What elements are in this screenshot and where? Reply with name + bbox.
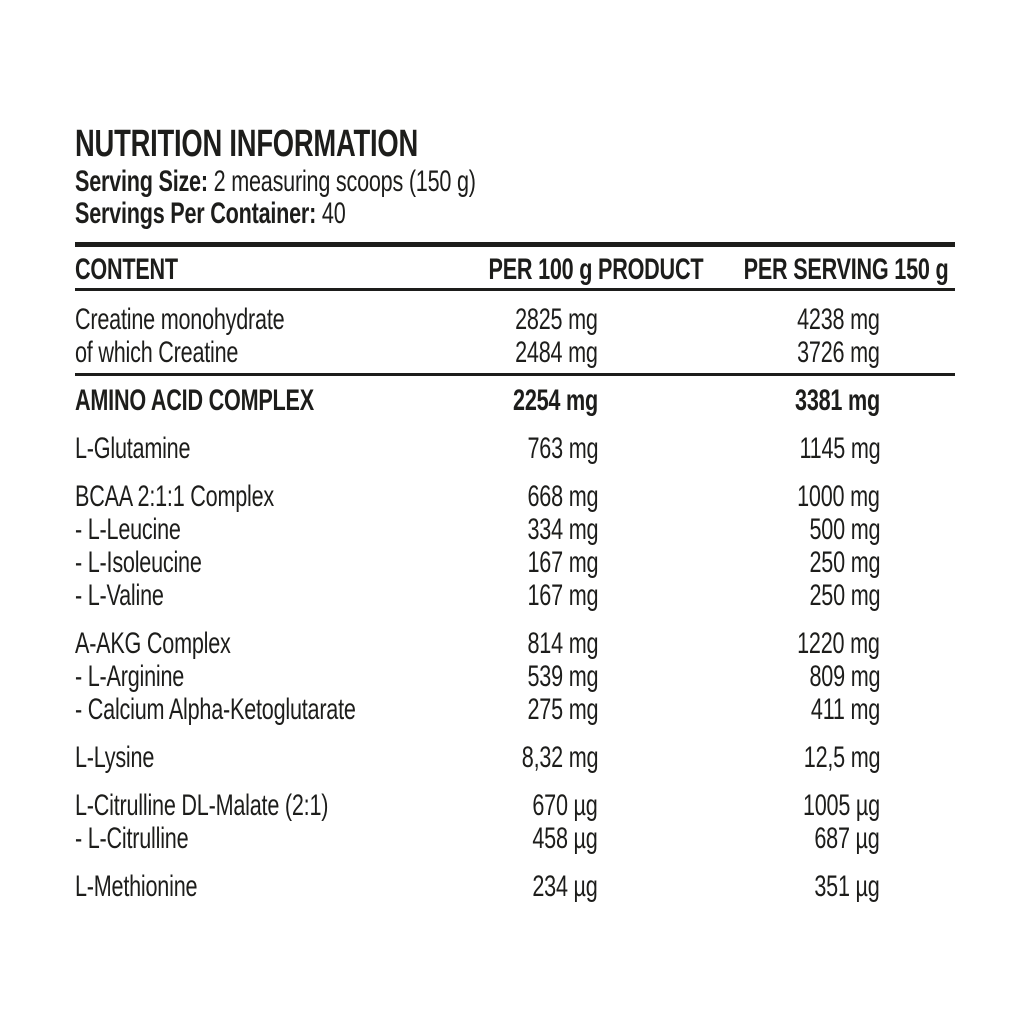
- per-serving-cell-text: 1220 mg: [797, 627, 880, 660]
- per-serving-cell-text: 1005 µg: [802, 789, 880, 822]
- servings-per-container-value: 40: [321, 197, 346, 230]
- per-serving-column-header: PER SERVING 150 g: [743, 253, 948, 286]
- table-group: [75, 741, 955, 774]
- content-cell-text: AMINO ACID COMPLEX: [75, 384, 314, 417]
- table-row: [75, 870, 955, 903]
- per-100g-cell: [405, 693, 598, 726]
- per-serving-cell-text: 1145 mg: [799, 432, 880, 465]
- content-cell-text: - L-Isoleucine: [75, 546, 202, 579]
- per-100g-cell: [405, 336, 598, 369]
- content-cell-text: Creatine monohydrate: [75, 303, 285, 336]
- content-cell: [75, 579, 405, 612]
- per-100g-cell-text: 167 mg: [527, 579, 598, 612]
- per-serving-cell: [598, 693, 880, 726]
- per-serving-cell-text: 250 mg: [809, 546, 880, 579]
- per-serving-cell-text: 411 mg: [810, 693, 880, 726]
- per-serving-cell: [598, 741, 880, 774]
- serving-size-label: Serving Size:: [75, 165, 208, 198]
- per-100g-cell-text: 670 µg: [532, 789, 598, 822]
- table-group: [75, 627, 955, 726]
- per-serving-cell-text: 1000 mg: [797, 480, 880, 513]
- per-serving-cell: [598, 546, 880, 579]
- content-cell: [75, 627, 405, 660]
- per-100g-cell: [405, 660, 598, 693]
- table-row: [75, 579, 955, 612]
- per-serving-cell: [598, 513, 880, 546]
- table-row: [75, 513, 955, 546]
- content-cell: [75, 336, 405, 369]
- content-cell: [75, 693, 405, 726]
- per-100g-cell: [405, 579, 598, 612]
- content-cell-text: - L-Valine: [75, 579, 164, 612]
- per-serving-cell-text: 12,5 mg: [803, 741, 880, 774]
- per-100g-cell-text: 458 µg: [532, 822, 598, 855]
- table-group: [75, 384, 955, 417]
- table-group: [75, 789, 955, 855]
- serving-size-line: [75, 166, 632, 198]
- content-cell-text: - L-Leucine: [75, 513, 181, 546]
- per-serving-cell-text: 687 µg: [814, 822, 880, 855]
- per-serving-cell: [598, 660, 880, 693]
- per-100g-cell: [405, 384, 598, 417]
- table-row: [75, 432, 955, 465]
- content-cell: [75, 546, 405, 579]
- table-row: [75, 822, 955, 855]
- per-serving-cell: [598, 822, 880, 855]
- per-serving-cell-text: 809 mg: [809, 660, 880, 693]
- table-row: [75, 384, 955, 417]
- table-row: [75, 693, 955, 726]
- per-100g-cell-text: 334 mg: [527, 513, 598, 546]
- per-100g-cell: [405, 822, 598, 855]
- content-cell-text: - L-Arginine: [75, 660, 185, 693]
- per-serving-cell: [598, 384, 880, 417]
- per-serving-cell-text: 4238 mg: [797, 303, 880, 336]
- content-cell-text: L-Lysine: [75, 741, 155, 774]
- servings-per-container-label: Servings Per Container:: [75, 197, 317, 230]
- table-row: [75, 660, 955, 693]
- content-cell: [75, 660, 405, 693]
- per-100g-column-header: PER 100 g PRODUCT: [488, 253, 704, 286]
- table-group: [75, 432, 955, 465]
- header-bottom-rule: [75, 288, 955, 291]
- per-100g-cell-text: 8,32 mg: [521, 741, 598, 774]
- content-cell-text: L-Glutamine: [75, 432, 191, 465]
- per-100g-cell-text: 2254 mg: [513, 384, 598, 417]
- content-cell-text: - Calcium Alpha-Ketoglutarate: [75, 693, 356, 726]
- per-100g-cell-text: 275 mg: [527, 693, 598, 726]
- table-header-row: [75, 253, 955, 286]
- content-cell: [75, 789, 405, 822]
- content-cell: [75, 303, 405, 336]
- table-row: [75, 741, 955, 774]
- per-serving-cell: [598, 432, 880, 465]
- per-serving-cell: [598, 303, 880, 336]
- per-100g-cell-text: 2825 mg: [515, 303, 598, 336]
- content-cell: [75, 384, 405, 417]
- per-serving-cell: [598, 870, 880, 903]
- content-cell: [75, 480, 405, 513]
- content-cell: [75, 822, 405, 855]
- table-row: [75, 336, 955, 369]
- per-serving-cell: [598, 480, 880, 513]
- per-100g-cell-text: 814 mg: [527, 627, 598, 660]
- table-body: [75, 303, 955, 903]
- content-column-header: CONTENT: [75, 253, 178, 286]
- table-group: [75, 870, 955, 903]
- table-row: [75, 789, 955, 822]
- per-serving-cell-text: 250 mg: [809, 579, 880, 612]
- per-100g-cell-text: 539 mg: [527, 660, 598, 693]
- per-100g-cell: [405, 546, 598, 579]
- per-serving-cell-text: 351 µg: [814, 870, 880, 903]
- table-group: [75, 303, 955, 369]
- per-serving-cell: [598, 789, 880, 822]
- per-100g-cell-text: 2484 mg: [515, 336, 598, 369]
- per-serving-cell: [598, 336, 880, 369]
- table-group: [75, 480, 955, 612]
- content-cell-text: L-Methionine: [75, 870, 198, 903]
- serving-size-value: 2 measuring scoops (150 g): [213, 165, 476, 198]
- content-cell: [75, 741, 405, 774]
- table-top-rule: [75, 242, 955, 247]
- per-100g-cell: [405, 432, 598, 465]
- per-serving-cell-text: 500 mg: [809, 513, 880, 546]
- table-row: [75, 627, 955, 660]
- content-cell-text: L-Citrulline DL-Malate (2:1): [75, 789, 329, 822]
- table-row: [75, 480, 955, 513]
- content-cell: [75, 432, 405, 465]
- content-cell-text: - L-Citrulline: [75, 822, 189, 855]
- per-100g-cell: [405, 480, 598, 513]
- per-100g-cell-text: 763 mg: [527, 432, 598, 465]
- content-cell-text: BCAA 2:1:1 Complex: [75, 480, 275, 513]
- content-cell-text: of which Creatine: [75, 336, 239, 369]
- per-100g-cell: [405, 741, 598, 774]
- content-cell: [75, 870, 405, 903]
- servings-per-container-line: [75, 198, 451, 230]
- per-100g-cell-text: 167 mg: [527, 546, 598, 579]
- page-title-text: NUTRITION INFORMATION: [75, 123, 419, 165]
- nutrition-table: [75, 242, 955, 903]
- per-100g-cell-text: 668 mg: [527, 480, 598, 513]
- per-100g-cell: [405, 513, 598, 546]
- table-row: [75, 546, 955, 579]
- table-row: [75, 303, 955, 336]
- content-cell-text: A-AKG Complex: [75, 627, 231, 660]
- per-100g-cell: [405, 870, 598, 903]
- servings-per-container-text: [75, 198, 346, 230]
- per-100g-cell: [405, 303, 598, 336]
- per-serving-cell-text: 3381 mg: [795, 384, 880, 417]
- per-serving-cell: [598, 627, 880, 660]
- per-100g-cell: [405, 627, 598, 660]
- per-100g-cell: [405, 789, 598, 822]
- per-100g-cell-text: 234 µg: [532, 870, 598, 903]
- page-title: [75, 123, 551, 165]
- content-cell: [75, 513, 405, 546]
- per-serving-cell: [598, 579, 880, 612]
- section-divider-rule: [75, 373, 955, 376]
- serving-size-text: [75, 166, 476, 198]
- per-serving-cell-text: 3726 mg: [797, 336, 880, 369]
